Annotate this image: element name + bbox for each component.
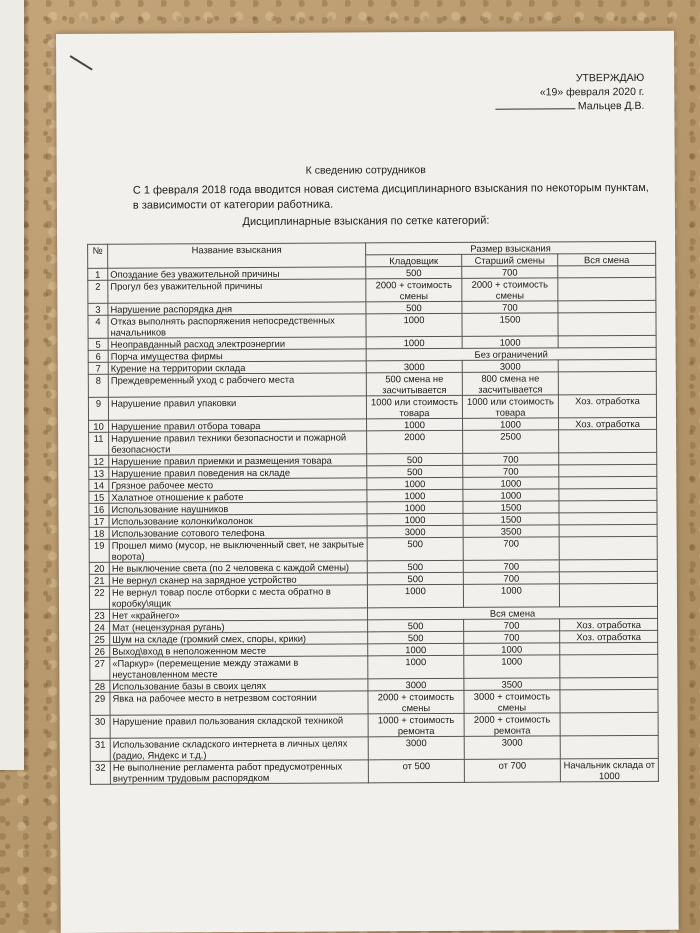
row-whole-shift (560, 677, 658, 690)
row-whole-shift (560, 654, 658, 678)
row-name: Опоздание без уважительной причины (108, 267, 366, 280)
row-storekeeper: 3000 (366, 360, 462, 373)
row-name: Нарушение распорядка дня (108, 302, 366, 315)
row-name: Нарушение правил отбора товара (109, 419, 367, 432)
row-storekeeper: 1000 (367, 477, 463, 490)
col-storekeeper-header: Кладовщик (366, 254, 462, 267)
row-whole-shift (559, 464, 657, 477)
approval-date: «19» февраля 2020 г. (539, 85, 645, 99)
row-storekeeper: 500 (367, 572, 463, 585)
row-storekeeper: 1000 (366, 313, 462, 337)
row-whole-shift (560, 735, 658, 759)
row-storekeeper: 500 (367, 560, 463, 573)
row-storekeeper: 2000 + стоимость смены (368, 690, 464, 714)
row-shift-senior: 700 (462, 301, 558, 314)
row-number: 21 (89, 574, 109, 586)
row-whole-shift (559, 512, 657, 525)
document-heading: К сведению сотрудников (305, 164, 426, 177)
row-number: 15 (89, 491, 109, 503)
row-name: Использование колонки\колонок (109, 514, 367, 527)
row-storekeeper: 500 (366, 301, 462, 314)
row-shift-senior: 1000 или стоимость товара (462, 395, 558, 419)
row-shift-senior: 3000 + стоимость смены (464, 690, 560, 714)
row-shift-senior: 1000 (464, 655, 560, 679)
row-name: Выход\вход в неположенном месте (110, 644, 368, 657)
row-number: 28 (90, 680, 110, 692)
row-storekeeper: 500 (367, 453, 463, 466)
approval-title: УТВЕРЖДАЮ (575, 71, 645, 85)
row-whole-shift (559, 524, 657, 537)
row-number: 10 (89, 420, 109, 432)
row-number: 18 (89, 527, 109, 539)
row-storekeeper: от 500 (368, 759, 464, 783)
row-name: Мат (нецензурная ругань) (110, 620, 368, 633)
row-whole-shift (558, 335, 656, 348)
row-name: Прошел мимо (мусор, не выключенный свет, не закрытые ворота) (109, 538, 367, 562)
table-row (88, 312, 656, 338)
row-shift-senior: 3000 (464, 736, 560, 760)
row-name: Нарушение правил поведения на складе (109, 466, 367, 479)
row-whole-shift (558, 277, 656, 301)
row-shift-senior: 700 (464, 619, 560, 632)
row-shift-senior: 2000 + стоимость смены (462, 278, 558, 302)
row-whole-shift (558, 371, 656, 395)
table-row (89, 429, 657, 455)
row-number: 25 (90, 633, 110, 645)
row-number: 19 (89, 539, 109, 562)
pen-mark (70, 55, 93, 70)
row-number: 11 (89, 432, 109, 455)
row-name: Использование сотового телефона (109, 526, 367, 539)
row-number: 4 (88, 315, 108, 338)
row-storekeeper: 1000 (367, 513, 463, 526)
row-name: Не выполнение регламента работ предусмотренных внутренним трудовым распорядком (110, 760, 368, 784)
row-name: Не вернул сканер на зарядное устройство (109, 573, 367, 586)
row-shift-senior: 2000 + стоимость ремонта (464, 713, 560, 737)
row-name: Нарушение правил упаковки (108, 396, 366, 420)
row-storekeeper: 500 (368, 619, 464, 632)
row-number: 1 (88, 268, 108, 280)
row-number: 23 (90, 609, 110, 621)
row-name: Не вернул товар после отборки с места обратно в коробку\ящик (109, 585, 367, 609)
row-name: Шум на складе (громкий смех, споры, крики) (110, 632, 368, 645)
row-name: Нарушение правил пользования складской техникой (110, 714, 368, 738)
table-row (90, 654, 658, 680)
document-intro: С 1 февраля 2018 года вводится новая система дисциплинарного взыскания по некоторым пунктам, в зависимости от категории работника. (132, 181, 649, 212)
row-whole-shift: Хоз. отработка (559, 417, 657, 430)
penalty-rows (88, 265, 659, 784)
row-shift-senior: 700 (463, 572, 559, 585)
row-shift-senior: 1000 (463, 489, 559, 502)
row-storekeeper: 1000 или стоимость товара (366, 395, 462, 419)
row-shift-senior: 1000 (463, 584, 559, 608)
penalty-table (87, 241, 659, 785)
row-name: Использование наушников (109, 502, 367, 515)
row-shift-senior: 3500 (463, 525, 559, 538)
row-whole-shift: Хоз. отработка (560, 618, 658, 631)
row-number: 20 (89, 562, 109, 574)
row-number: 2 (88, 280, 108, 303)
row-whole-shift (559, 476, 657, 489)
row-number: 30 (90, 715, 110, 738)
row-whole-shift: Начальник склада от 1000 (560, 758, 658, 782)
row-number: 6 (88, 350, 108, 362)
row-shift-senior: 1000 (462, 336, 558, 349)
table-row (88, 394, 656, 420)
row-storekeeper: 1000 (367, 501, 463, 514)
row-shift-senior: 700 (463, 453, 559, 466)
row-number: 24 (90, 621, 110, 633)
row-storekeeper: 1000 (367, 418, 463, 431)
col-name-header: Название взыскания (108, 243, 366, 268)
row-shift-senior: 1500 (463, 501, 559, 514)
row-whole-shift (559, 559, 657, 572)
row-storekeeper: 3000 (367, 525, 463, 538)
row-whole-shift (558, 312, 656, 336)
table-row (89, 583, 657, 609)
row-number: 22 (89, 586, 109, 609)
row-shift-senior: 700 (463, 560, 559, 573)
document-subheading: Дисциплинарные взыскания по сетке категорий: (242, 214, 490, 229)
row-shift-senior: 1000 (464, 643, 560, 656)
approval-signer: Мальцев Д.В. (577, 99, 645, 113)
row-storekeeper: 500 (366, 266, 462, 279)
row-name: Преждевременный уход с рабочего места (108, 373, 366, 397)
row-name: Нарушение правил приемки и размещения товара (109, 454, 367, 467)
row-whole-shift (558, 359, 656, 372)
row-name: Прогул без уважительной причины (108, 279, 366, 303)
row-shift-senior: 700 (464, 631, 560, 644)
row-name: Использование складского интернета в личных целях (радио, Яндекс и т.д.) (110, 737, 368, 761)
row-number: 14 (89, 479, 109, 491)
row-name: Халатное отношение к работе (109, 490, 367, 503)
row-storekeeper: 1000 (368, 655, 464, 679)
approval-signature (495, 99, 645, 114)
row-whole-shift (560, 642, 658, 655)
row-whole-shift (559, 571, 657, 584)
table-row (90, 758, 658, 784)
row-name: Нарушение правил техники безопасности и пожарной безопасности (109, 431, 367, 455)
row-storekeeper: 3000 (368, 736, 464, 760)
row-name: Использование базы в своих целях (110, 679, 368, 692)
table-row (88, 371, 656, 397)
row-whole-shift (559, 536, 657, 560)
row-name: Отказ выполнять распоряжения непосредственных начальников (108, 314, 366, 338)
row-number: 29 (90, 692, 110, 715)
row-span-value: Без ограничений (366, 347, 656, 361)
row-storekeeper: 2000 + стоимость смены (366, 278, 462, 302)
row-number: 5 (88, 338, 108, 350)
row-storekeeper: 500 (367, 537, 463, 561)
approval-block (495, 71, 645, 114)
row-shift-senior: от 700 (464, 759, 560, 783)
row-number: 16 (89, 503, 109, 515)
row-number: 27 (90, 657, 110, 680)
col-number-header: № (88, 244, 108, 268)
row-shift-senior: 1500 (463, 513, 559, 526)
col-whole-shift-header: Вся смена (558, 253, 656, 266)
row-storekeeper: 500 (368, 631, 464, 644)
row-storekeeper: 1000 + стоимость ремонта (368, 713, 464, 737)
row-number: 31 (90, 738, 110, 761)
row-whole-shift (559, 488, 657, 501)
row-name: Грязное рабочее место (109, 478, 367, 491)
col-size-header: Размер взыскания (366, 241, 656, 255)
row-name: «Паркур» (перемещение между этажами в неустановленном месте (110, 656, 368, 680)
row-number: 17 (89, 515, 109, 527)
signature-line (495, 108, 575, 109)
row-storekeeper: 1000 (366, 336, 462, 349)
row-number: 7 (88, 362, 108, 374)
row-storekeeper: 500 (367, 465, 463, 478)
row-number: 12 (89, 455, 109, 467)
row-shift-senior: 1000 (463, 418, 559, 431)
row-shift-senior: 700 (462, 266, 558, 279)
row-number: 13 (89, 467, 109, 479)
table-row (90, 735, 658, 761)
row-whole-shift (558, 300, 656, 313)
table-row (90, 712, 658, 738)
table-row (88, 277, 656, 303)
row-name: Не выключение света (по 2 человека с каждой смены) (109, 561, 367, 574)
row-storekeeper: 1000 (367, 584, 463, 608)
row-name: Курение на территории склада (108, 361, 366, 374)
row-whole-shift (558, 265, 656, 278)
row-number: 9 (88, 397, 108, 420)
table-row (90, 689, 658, 715)
row-shift-senior: 2500 (463, 430, 559, 454)
row-shift-senior: 1000 (463, 477, 559, 490)
row-whole-shift (560, 712, 658, 736)
row-whole-shift (559, 500, 657, 513)
row-whole-shift (560, 689, 658, 713)
row-storekeeper: 1000 (367, 489, 463, 502)
row-name: Неоправданный расход электроэнергии (108, 337, 366, 350)
row-number: 26 (90, 645, 110, 657)
row-storekeeper: 3000 (368, 678, 464, 691)
row-whole-shift (559, 429, 657, 453)
row-whole-shift: Хоз. отработка (560, 630, 658, 643)
row-name: Порча имущества фирмы (108, 349, 366, 362)
row-shift-senior: 3500 (464, 678, 560, 691)
row-number: 3 (88, 303, 108, 315)
row-number: 32 (90, 761, 110, 784)
row-name: Нет «крайнего» (110, 608, 368, 621)
row-shift-senior: 700 (463, 465, 559, 478)
row-storekeeper: 500 смена не засчитывается (366, 372, 462, 396)
row-whole-shift: Хоз. отработка (558, 394, 656, 418)
row-shift-senior: 800 смена не засчитывается (462, 372, 558, 396)
col-shift-senior-header: Старший смены (462, 254, 558, 267)
row-shift-senior: 3000 (462, 360, 558, 373)
background-paper-sheet (0, 0, 24, 770)
row-storekeeper: 1000 (368, 643, 464, 656)
row-whole-shift (559, 452, 657, 465)
row-shift-senior: 700 (463, 537, 559, 561)
row-number: 8 (88, 374, 108, 397)
row-shift-senior: 1500 (462, 313, 558, 337)
document-sheet (56, 31, 679, 933)
row-whole-shift (559, 583, 657, 607)
table-row (89, 536, 657, 562)
row-span-value: Вся смена (368, 606, 658, 620)
row-name: Явка на рабочее место в нетрезвом состоянии (110, 691, 368, 715)
row-storekeeper: 2000 (367, 430, 463, 454)
